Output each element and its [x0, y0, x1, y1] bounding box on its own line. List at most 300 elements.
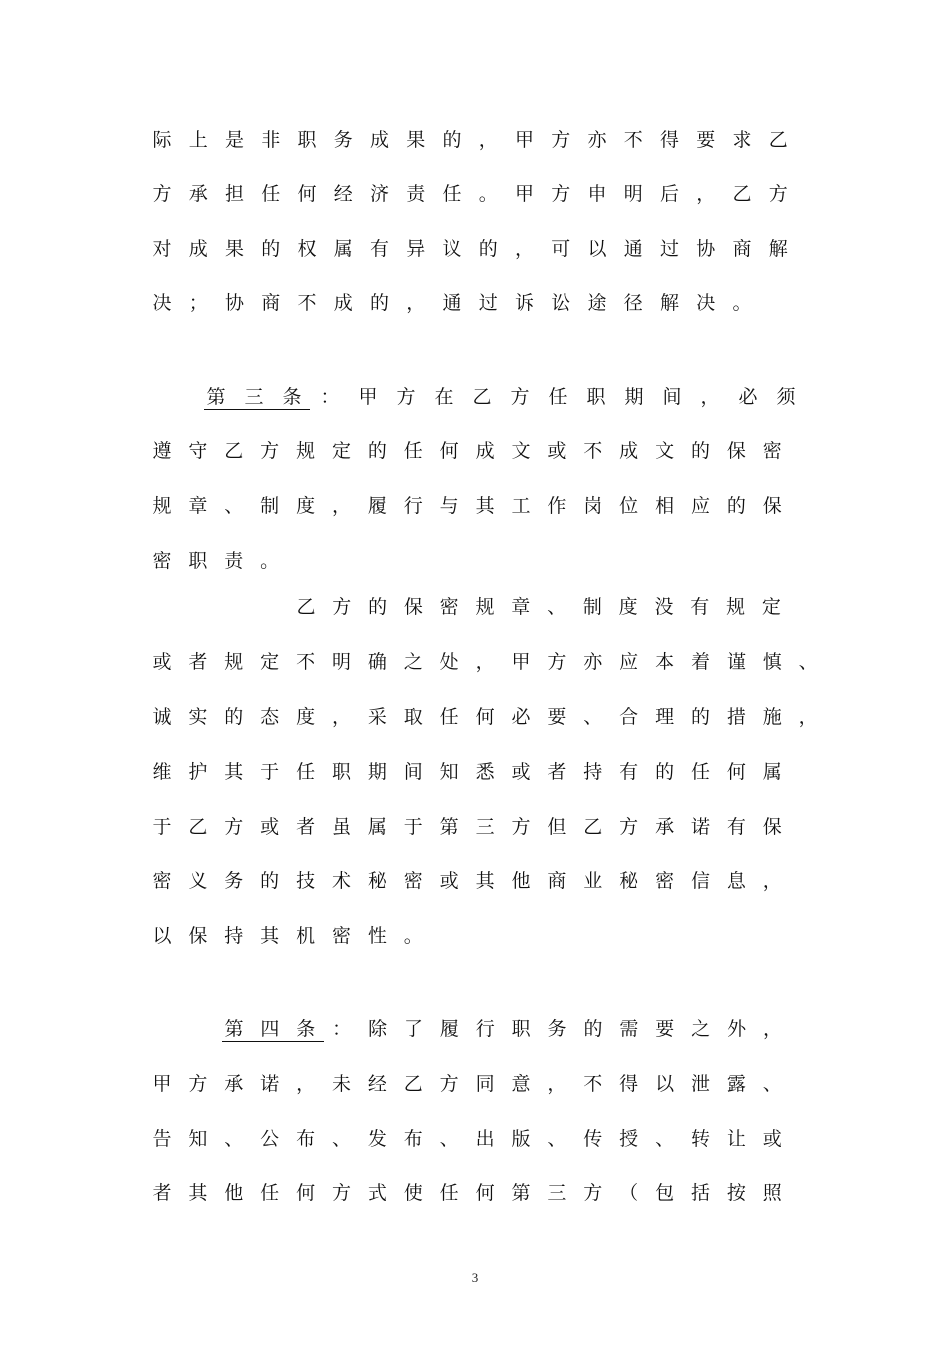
glyph: 的	[583, 1018, 603, 1040]
glyph: 任	[690, 761, 710, 783]
glyph: 保	[762, 495, 782, 517]
glyph: 有	[690, 596, 710, 618]
glyph: 方	[547, 651, 567, 673]
glyph: 、	[439, 1128, 459, 1150]
glyph: 方	[152, 183, 172, 205]
glyph: 乙	[224, 440, 244, 462]
glyph: 同	[475, 1073, 495, 1095]
glyph: 何	[296, 1182, 316, 1204]
glyph: 诚	[152, 706, 172, 728]
glyph: 规	[726, 596, 746, 618]
glyph: 或	[439, 870, 459, 892]
glyph: 讼	[551, 292, 571, 314]
glyph: 须	[776, 386, 796, 408]
glyph: 于	[403, 816, 423, 838]
glyph: 合	[619, 706, 639, 728]
text-line	[0, 1175, 950, 1211]
article-heading-underline	[204, 409, 310, 410]
glyph: 方	[332, 596, 352, 618]
glyph: 乙	[732, 183, 752, 205]
glyph: 者	[152, 1182, 172, 1204]
glyph: ；	[188, 292, 208, 314]
glyph: 第	[439, 816, 459, 838]
glyph: 密	[152, 870, 172, 892]
glyph: 保	[726, 440, 746, 462]
glyph: 的	[726, 495, 746, 517]
glyph: 本	[655, 651, 675, 673]
glyph: 但	[547, 816, 567, 838]
glyph: 明	[331, 651, 351, 673]
glyph: 的	[367, 440, 387, 462]
glyph: 第	[511, 1182, 531, 1204]
glyph: ，	[547, 1073, 567, 1095]
glyph: 者	[296, 816, 316, 838]
glyph: 不	[583, 440, 603, 462]
glyph: 责	[406, 183, 426, 205]
text-line	[0, 863, 950, 899]
glyph: 经	[333, 183, 353, 205]
glyph: 第	[206, 386, 226, 408]
glyph: 务	[224, 870, 244, 892]
glyph: 甲	[514, 129, 534, 151]
glyph: 方	[331, 1182, 351, 1204]
glyph: 定	[331, 440, 351, 462]
glyph: 。	[732, 292, 752, 314]
glyph: 他	[224, 1182, 244, 1204]
glyph: 期	[367, 761, 387, 783]
glyph: 成	[619, 440, 639, 462]
text-line	[0, 543, 950, 579]
glyph: 度	[296, 706, 316, 728]
glyph: 不	[297, 292, 317, 314]
glyph: 济	[369, 183, 389, 205]
glyph: 需	[619, 1018, 639, 1040]
glyph: 方	[768, 183, 788, 205]
glyph: 者	[547, 761, 567, 783]
glyph: 后	[659, 183, 679, 205]
glyph: 工	[511, 495, 531, 517]
glyph: 方	[396, 386, 416, 408]
glyph: 发	[367, 1128, 387, 1150]
glyph: ，	[762, 870, 782, 892]
glyph: 转	[690, 1128, 710, 1150]
glyph: 密	[762, 440, 782, 462]
glyph: 于	[152, 816, 172, 838]
glyph: 属	[762, 761, 782, 783]
glyph: 按	[726, 1182, 746, 1204]
glyph: 对	[152, 238, 172, 260]
glyph: 除	[368, 1018, 388, 1040]
glyph: 让	[726, 1128, 746, 1150]
glyph: 公	[260, 1128, 280, 1150]
glyph: 规	[296, 440, 316, 462]
glyph: 的	[442, 129, 462, 151]
glyph: 其	[260, 925, 280, 947]
glyph: 上	[188, 129, 208, 151]
glyph: 规	[475, 596, 495, 618]
glyph: 条	[296, 1018, 316, 1040]
glyph: 的	[655, 761, 675, 783]
glyph: 任	[442, 183, 462, 205]
glyph: 协	[224, 292, 244, 314]
glyph: 、	[583, 706, 603, 728]
glyph: 三	[547, 1182, 567, 1204]
text-line	[0, 918, 950, 954]
text-line	[0, 1066, 950, 1102]
glyph: 通	[623, 238, 643, 260]
glyph: 秘	[367, 870, 387, 892]
glyph: 求	[732, 129, 752, 151]
glyph: 或	[152, 651, 172, 673]
glyph: 有	[619, 761, 639, 783]
glyph: 的	[478, 238, 498, 260]
glyph: 或	[762, 1128, 782, 1150]
glyph: 、	[547, 596, 567, 618]
glyph: 亦	[583, 651, 603, 673]
glyph: 诺	[260, 1073, 280, 1095]
glyph: 方	[583, 1182, 603, 1204]
glyph: 密	[331, 925, 351, 947]
glyph: 承	[224, 1073, 244, 1095]
glyph: 必	[738, 386, 758, 408]
text-line	[0, 379, 950, 415]
glyph: 以	[152, 925, 172, 947]
glyph: 得	[619, 1073, 639, 1095]
glyph: 途	[587, 292, 607, 314]
glyph: 际	[152, 129, 172, 151]
glyph: 态	[260, 706, 280, 728]
glyph: 式	[367, 1182, 387, 1204]
glyph: 径	[623, 292, 643, 314]
glyph: 者	[188, 651, 208, 673]
glyph: 谨	[726, 651, 746, 673]
glyph: 行	[475, 1018, 495, 1040]
glyph: 秘	[619, 870, 639, 892]
glyph: 照	[762, 1182, 782, 1204]
glyph: 行	[403, 495, 423, 517]
glyph: 成	[188, 238, 208, 260]
glyph: 成	[369, 129, 389, 151]
glyph: 诉	[514, 292, 534, 314]
glyph: 属	[367, 816, 387, 838]
glyph: 甲	[511, 651, 531, 673]
glyph: 定	[761, 596, 781, 618]
glyph: 义	[188, 870, 208, 892]
glyph: 意	[511, 1073, 531, 1095]
glyph: 理	[655, 706, 675, 728]
glyph: 保	[762, 816, 782, 838]
glyph: 保	[403, 596, 423, 618]
glyph: 乙	[768, 129, 788, 151]
glyph: 施	[762, 706, 782, 728]
glyph: 诺	[690, 816, 710, 838]
glyph: 的	[368, 596, 388, 618]
glyph: 责	[224, 550, 244, 572]
glyph: 以	[655, 1073, 675, 1095]
glyph: 规	[152, 495, 172, 517]
glyph: 得	[659, 129, 679, 151]
glyph: 采	[367, 706, 387, 728]
glyph: 果	[224, 238, 244, 260]
glyph: 何	[726, 761, 746, 783]
glyph: 版	[511, 1128, 531, 1150]
text-line	[0, 644, 950, 680]
glyph: 持	[224, 925, 244, 947]
glyph: 保	[188, 925, 208, 947]
glyph: （	[619, 1182, 639, 1204]
glyph: 职	[297, 129, 317, 151]
glyph: 在	[434, 386, 454, 408]
glyph: ，	[696, 183, 716, 205]
glyph: 乙	[188, 816, 208, 838]
glyph: 方	[188, 1073, 208, 1095]
glyph: 四	[260, 1018, 280, 1040]
glyph: 规	[224, 651, 244, 673]
glyph: 方	[510, 386, 530, 408]
glyph: 条	[282, 386, 302, 408]
glyph: 商	[547, 870, 567, 892]
glyph: 定	[260, 651, 280, 673]
glyph: 异	[406, 238, 426, 260]
glyph: 乙	[296, 596, 316, 618]
glyph: 他	[511, 870, 531, 892]
glyph: 包	[655, 1182, 675, 1204]
glyph: 或	[547, 440, 567, 462]
glyph: 持	[583, 761, 603, 783]
glyph: 术	[331, 870, 351, 892]
glyph: 应	[690, 495, 710, 517]
glyph: 方	[439, 1073, 459, 1095]
glyph: 知	[439, 761, 459, 783]
glyph: 亦	[587, 129, 607, 151]
glyph: 应	[619, 651, 639, 673]
glyph: 相	[655, 495, 675, 517]
glyph: 不	[583, 1073, 603, 1095]
glyph: 其	[224, 761, 244, 783]
glyph: 传	[583, 1128, 603, 1150]
glyph: ：	[332, 1018, 352, 1040]
glyph: ，	[798, 706, 818, 728]
page-number: 3	[471, 1270, 479, 1285]
glyph: 务	[547, 1018, 567, 1040]
glyph: 第	[224, 1018, 244, 1040]
glyph: 三	[475, 816, 495, 838]
glyph: 方	[511, 816, 531, 838]
glyph: 解	[659, 292, 679, 314]
glyph: 业	[583, 870, 603, 892]
text-line	[0, 754, 950, 790]
glyph: 任	[439, 706, 459, 728]
glyph: 履	[439, 1018, 459, 1040]
glyph: 度	[296, 495, 316, 517]
glyph: 告	[152, 1128, 172, 1150]
glyph: 任	[548, 386, 568, 408]
glyph: 方	[551, 183, 571, 205]
glyph: 何	[439, 440, 459, 462]
glyph: 何	[475, 1182, 495, 1204]
glyph: 其	[475, 870, 495, 892]
glyph: 职	[331, 761, 351, 783]
text-line	[0, 285, 950, 321]
glyph: 机	[296, 925, 316, 947]
glyph: 职	[511, 1018, 531, 1040]
glyph: 权	[297, 238, 317, 260]
glyph: ，	[406, 292, 426, 314]
glyph: 信	[690, 870, 710, 892]
glyph: 泄	[690, 1073, 710, 1095]
glyph: 密	[655, 870, 675, 892]
glyph: 必	[511, 706, 531, 728]
text-line	[0, 122, 950, 158]
glyph: 于	[260, 761, 280, 783]
glyph: ，	[478, 129, 498, 151]
glyph: 方	[224, 816, 244, 838]
glyph: 、	[224, 1128, 244, 1150]
glyph: 任	[439, 1182, 459, 1204]
glyph: 有	[369, 238, 389, 260]
glyph: 息	[726, 870, 746, 892]
glyph: 过	[478, 292, 498, 314]
glyph: 、	[547, 1128, 567, 1150]
glyph: 甲	[514, 183, 534, 205]
glyph: 实	[188, 706, 208, 728]
glyph: 使	[403, 1182, 423, 1204]
glyph: 章	[511, 596, 531, 618]
glyph: 承	[188, 183, 208, 205]
glyph: 守	[188, 440, 208, 462]
glyph: 三	[244, 386, 264, 408]
glyph: 任	[261, 183, 281, 205]
glyph: 技	[296, 870, 316, 892]
glyph: 处	[439, 651, 459, 673]
glyph: 履	[367, 495, 387, 517]
glyph: ，	[331, 495, 351, 517]
glyph: 文	[655, 440, 675, 462]
glyph: 。	[403, 925, 423, 947]
glyph: 出	[475, 1128, 495, 1150]
glyph: 甲	[358, 386, 378, 408]
text-line	[0, 231, 950, 267]
text-line	[0, 176, 950, 212]
glyph: 、	[762, 1073, 782, 1095]
glyph: 其	[188, 1182, 208, 1204]
glyph: 职	[188, 550, 208, 572]
glyph: 乙	[583, 816, 603, 838]
glyph: 方	[551, 129, 571, 151]
glyph: 不	[623, 129, 643, 151]
glyph: 申	[587, 183, 607, 205]
glyph: 授	[619, 1128, 639, 1150]
text-line	[0, 589, 950, 625]
glyph: 之	[691, 1018, 711, 1040]
glyph: 、	[224, 495, 244, 517]
glyph: 或	[260, 816, 280, 838]
glyph: 度	[618, 596, 638, 618]
glyph: 。	[478, 183, 498, 205]
glyph: 岗	[583, 495, 603, 517]
glyph: 性	[367, 925, 387, 947]
glyph: 确	[367, 651, 387, 673]
glyph: 经	[367, 1073, 387, 1095]
text-line	[0, 809, 950, 845]
glyph: ，	[514, 238, 534, 260]
glyph: 通	[442, 292, 462, 314]
glyph: 文	[511, 440, 531, 462]
glyph: 制	[260, 495, 280, 517]
glyph: 的	[690, 706, 710, 728]
glyph: 括	[690, 1182, 710, 1204]
glyph: 、	[331, 1128, 351, 1150]
glyph: 要	[547, 706, 567, 728]
glyph: ，	[331, 706, 351, 728]
glyph: 成	[333, 292, 353, 314]
glyph: 作	[547, 495, 567, 517]
glyph: 护	[188, 761, 208, 783]
text-line	[0, 488, 950, 524]
glyph: 不	[296, 651, 316, 673]
glyph: 没	[654, 596, 674, 618]
glyph: ，	[762, 1018, 782, 1040]
glyph: 密	[152, 550, 172, 572]
glyph: 间	[662, 386, 682, 408]
glyph: 协	[696, 238, 716, 260]
glyph: 方	[260, 440, 280, 462]
glyph: 、	[798, 651, 818, 673]
glyph: 职	[586, 386, 606, 408]
glyph: 未	[331, 1073, 351, 1095]
glyph: 务	[333, 129, 353, 151]
glyph: 与	[439, 495, 459, 517]
glyph: 间	[403, 761, 423, 783]
glyph: 布	[296, 1128, 316, 1150]
glyph: 何	[475, 706, 495, 728]
glyph: 外	[727, 1018, 747, 1040]
glyph: 、	[655, 1128, 675, 1150]
glyph: 。	[260, 550, 280, 572]
glyph: 乙	[403, 1073, 423, 1095]
text-line	[0, 699, 950, 735]
glyph: 遵	[152, 440, 172, 462]
text-line	[0, 1121, 950, 1157]
glyph: 何	[297, 183, 317, 205]
glyph: 甲	[152, 1073, 172, 1095]
glyph: 其	[475, 495, 495, 517]
glyph: 的	[690, 440, 710, 462]
text-line	[0, 1011, 950, 1047]
glyph: 明	[623, 183, 643, 205]
glyph: 任	[260, 1182, 280, 1204]
glyph: 非	[261, 129, 281, 151]
glyph: 决	[696, 292, 716, 314]
glyph: ，	[700, 386, 720, 408]
glyph: 制	[582, 596, 602, 618]
glyph: 措	[726, 706, 746, 728]
glyph: 悉	[475, 761, 495, 783]
glyph: 果	[406, 129, 426, 151]
glyph: 要	[696, 129, 716, 151]
glyph: 以	[587, 238, 607, 260]
glyph: 维	[152, 761, 172, 783]
glyph: 的	[260, 870, 280, 892]
article-heading-underline	[222, 1041, 324, 1042]
glyph: 章	[188, 495, 208, 517]
glyph: 任	[403, 440, 423, 462]
glyph: 露	[726, 1073, 746, 1095]
glyph: 担	[224, 183, 244, 205]
glyph: 慎	[762, 651, 782, 673]
glyph: 之	[403, 651, 423, 673]
glyph: ，	[475, 651, 495, 673]
